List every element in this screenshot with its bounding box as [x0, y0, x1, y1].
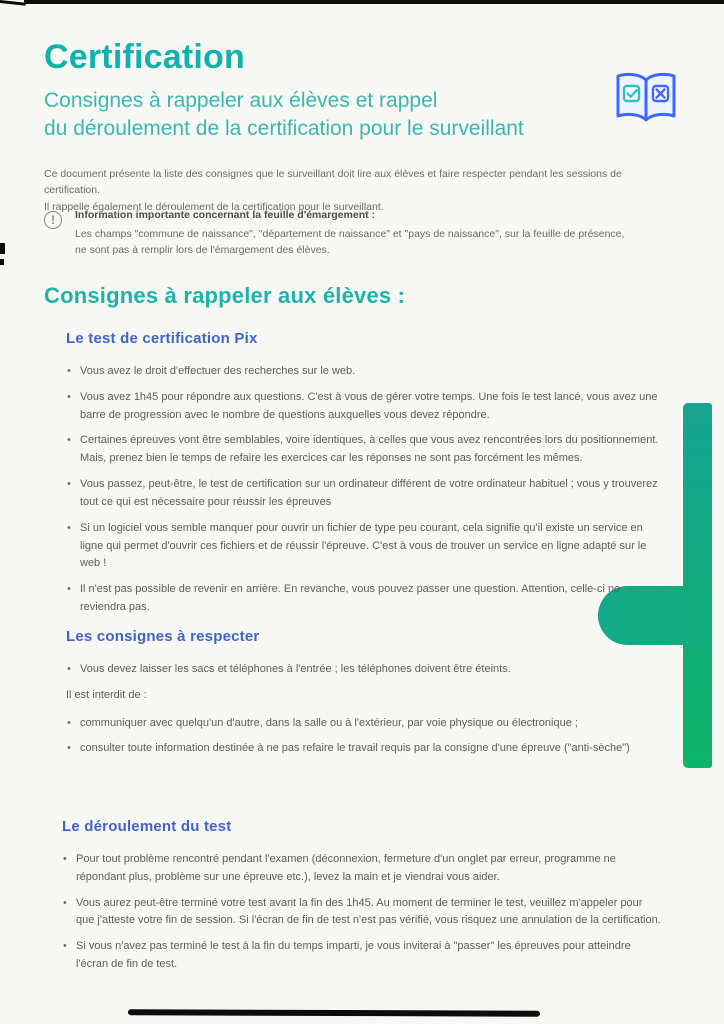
intro-line-2: Il rappelle également le déroulement de la certification pour le surveillant.	[44, 200, 384, 213]
intro-paragraph	[44, 166, 674, 215]
notice-body-line-1: Les champs "commune de naissance", "département de naissance" et "pays de naissance", sur la feuille de présence,	[75, 228, 625, 240]
notice-text	[75, 209, 624, 259]
list-item: • Vous avez 1h45 pour répondre aux questions. C'est à vous de gérer votre temps. Une fois le test lancé, vous avez une barre de progression avec le nombre de questions auxquelles vous devez répondre.	[66, 389, 666, 425]
notice-title: Information importante concernant la feuille d'émargement :	[75, 209, 376, 221]
list-item: • Vous devez laisser les sacs et téléphones à l'entrée ; les téléphones doivent être éteints.	[66, 661, 666, 679]
subtitle-line-2: du déroulement de la certification pour le surveillant	[44, 116, 524, 140]
list-item: • communiquer avec quelqu'un d'autre, dans la salle ou à l'extérieur, par voie physique ou électronique ;	[66, 715, 666, 733]
list-item: • Pour tout problème rencontré pendant l'examen (déconnexion, fermeture d'un onglet par erreur, programme ne répondant plus, problème sur une épreuve etc.), levez la main et je viendrai vous aider.	[62, 851, 662, 887]
flow-bullet-list	[62, 851, 662, 974]
list-item: • Il n'est pas possible de revenir en arrière. En revanche, vous pouvez passer une question. Attention, celle-ci ne reviendra pas.	[66, 581, 666, 617]
scan-artifact-left-mark-2	[0, 259, 4, 265]
page-title: Certification	[44, 38, 245, 76]
scan-artifact-bottom-edge	[128, 1009, 540, 1016]
rules-bullet-list	[66, 661, 666, 679]
open-book-icon	[612, 70, 680, 126]
section-test-flow	[62, 818, 662, 982]
notice-body	[75, 227, 624, 259]
subtitle-line-1: Consignes à rappeler aux élèves et rappel	[44, 89, 438, 112]
list-item: • Vous aurez peut-être terminé votre test avant la fin des 1h45. Au moment de terminer le test, veuillez m'appeler pour que j'atteste votre fin de session. Si l'écran de fin de test n'est pas vérifié, vous risquez une annulation de la certification.	[62, 895, 662, 931]
scan-artifact-top-edge	[24, 0, 724, 4]
intro-line-1: Ce document présente la liste des consignes que le surveillant doit lire aux élèves et faire respecter pendant les sessions de certification.	[44, 168, 622, 197]
section-title: Consignes à rappeler aux élèves :	[44, 283, 406, 308]
list-item: • Vous passez, peut-être, le test de certification sur un ordinateur différent de votre ordinateur habituel ; vous y trouverez tout ce qui est nécessaire pour réussir les épreuves	[66, 476, 666, 512]
list-item: • consulter toute information destinée à ne pas refaire le travail requis par la consigne d'une épreuve ("anti-sèche")	[66, 740, 666, 758]
list-item: • Vous avez le droit d'effectuer des recherches sur le web.	[66, 363, 666, 381]
scan-artifact-corner	[0, 0, 26, 6]
section-rules	[66, 628, 666, 766]
list-item: • Si vous n'avez pas terminé le test à la fin du temps imparti, je vous inviterai à "passer" les épreuves pour atteindre l'écran de fin de test.	[62, 938, 662, 974]
subsection-heading-flow: Le déroulement du test	[62, 818, 232, 835]
list-item: • Si un logiciel vous semble manquer pour ouvrir un fichier de type peu courant, cela signifie qu'il existe un service en ligne qui permet d'ouvrir ces fichiers et de réussir l'épreuve. C'est à vous de trouver un service en ligne adapté sur le web !	[66, 520, 666, 573]
page-subtitle	[44, 87, 604, 142]
notice-body-line-2: ne sont pas à remplir lors de l'émargement des élèves.	[75, 243, 330, 256]
interdiction-label: Il est interdit de :	[66, 688, 147, 701]
subsection-heading-test: Le test de certification Pix	[66, 330, 258, 347]
section-test-certification	[66, 330, 666, 625]
scan-artifact-left-mark	[0, 243, 5, 254]
test-bullet-list	[66, 363, 666, 617]
subsection-heading-rules: Les consignes à respecter	[66, 628, 260, 645]
open-book-check-x-icon	[612, 70, 680, 128]
important-notice	[44, 209, 644, 259]
list-item: • Certaines épreuves vont être semblables, voire identiques, à celles que vous avez rencontrées lors du positionnement. Mais, prenez bien le temps de refaire les exercices car les réponses ne sont pas forcément les mêmes.	[66, 432, 666, 468]
exclamation-circle-icon: !	[44, 211, 62, 229]
rules-bullet-list-2	[66, 715, 666, 759]
document-header	[44, 38, 604, 142]
